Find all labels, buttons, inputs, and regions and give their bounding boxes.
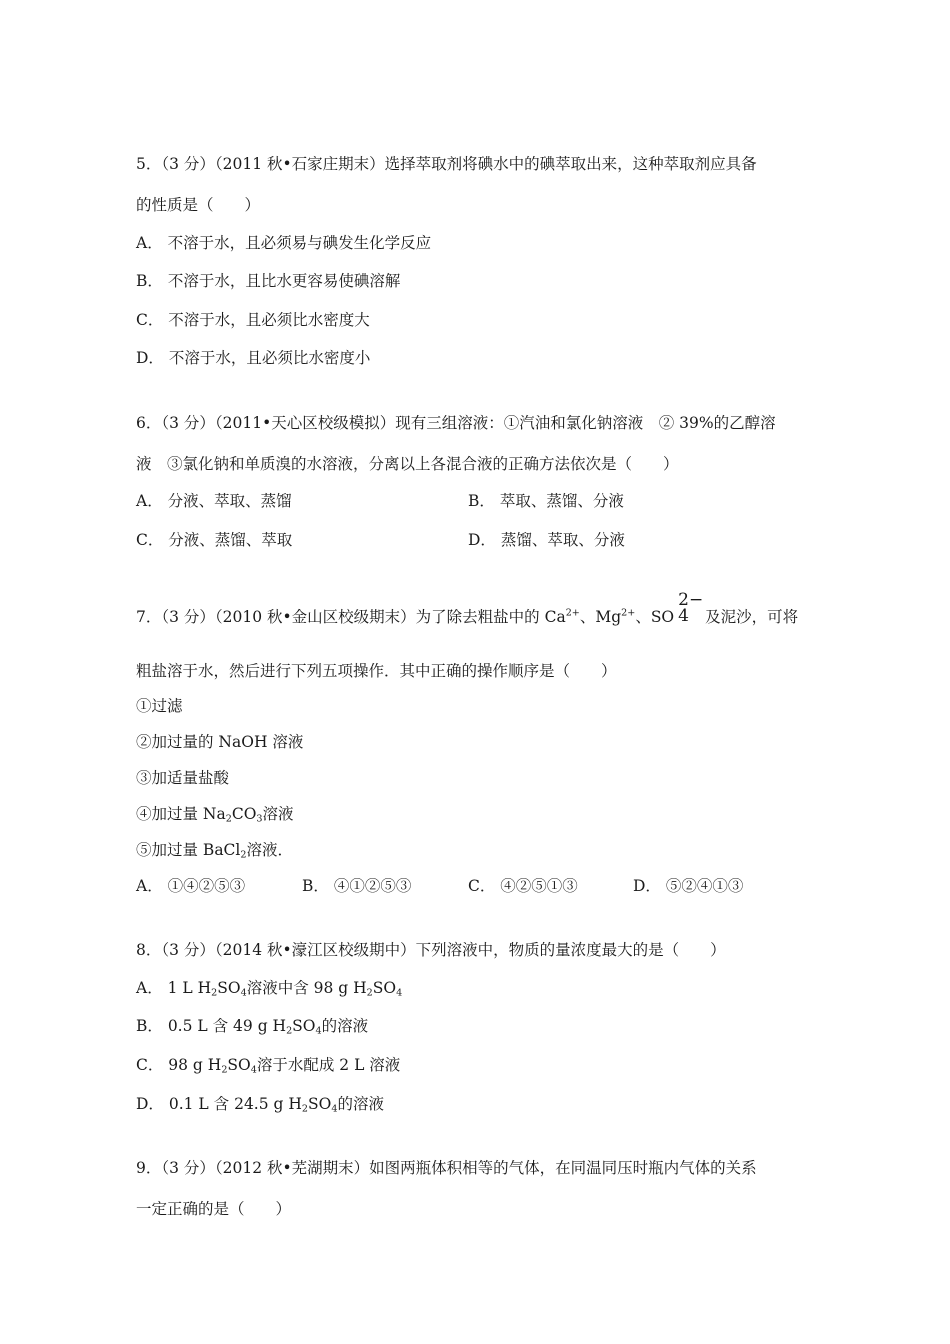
q7-option-a: A． ①④②⑤③: [136, 877, 246, 895]
q7-stem-text-end: 及泥沙，可将: [700, 608, 799, 626]
q7-stem-line1: [136, 590, 799, 627]
q8-option-d: D． 0.1 L 含 24.5 g $H_2SO_4$的溶液: [136, 1095, 384, 1115]
q7-separator-2: 、SO: [635, 608, 675, 626]
q5-option-b: B． 不溶于水，且比水更容易使碘溶解: [136, 272, 401, 290]
q5-option-a: A． 不溶于水，且必须易与碘发生化学反应: [136, 234, 432, 252]
q6-stem-line1: 6．（3 分）（2011•天心区校级模拟）现有三组溶液：①汽油和氯化钠溶液 ② 39%的乙醇溶: [136, 414, 776, 432]
sulfate-ion-notation: [674, 590, 704, 626]
q5-option-c: C． 不溶于水，且必须比水密度大: [136, 311, 370, 329]
q5-stem-line2: 的性质是（ ）: [136, 196, 261, 214]
q8-option-b: B． 0.5 L 含 49 g $H_2SO_4$的溶液: [136, 1017, 369, 1037]
q7-step-1: ①过滤: [136, 697, 183, 715]
sulfate-charge: 2−: [678, 590, 704, 610]
q6-option-d: D． 蒸馏、萃取、分液: [468, 531, 625, 549]
q5-option-d: D． 不溶于水，且必须比水密度小: [136, 349, 371, 367]
sulfate-subscript: 4: [678, 606, 689, 626]
q7-step-3: ③加适量盐酸: [136, 769, 230, 787]
mg-ion-charge: 2+: [621, 607, 636, 619]
q7-option-d: D． ⑤②④①③: [633, 877, 744, 895]
q8-stem: 8．（3 分）（2014 秋•濠江区校级期中）下列溶液中，物质的量浓度最大的是（ ）: [136, 941, 726, 959]
q7-separator-1: 、Mg: [579, 608, 622, 626]
q7-option-b: B． ④①②⑤③: [302, 877, 412, 895]
ca-ion-charge: 2+: [565, 607, 580, 619]
q7-option-c: C． ④②⑤①③: [468, 877, 578, 895]
q9-stem-line2: 一定正确的是（ ）: [136, 1200, 292, 1218]
q8-option-c: C． 98 g $H_2SO_4$溶于水配成 2 L 溶液: [136, 1056, 401, 1076]
q6-option-a: A． 分液、萃取、蒸馏: [136, 492, 292, 510]
q7-step-2: ②加过量的 NaOH 溶液: [136, 733, 304, 751]
q7-stem-text: 7．（3 分）（2010 秋•金山区校级期末）为了除去粗盐中的 Ca: [136, 608, 566, 626]
q5-stem-line1: 5．（3 分）（2011 秋•石家庄期末）选择萃取剂将碘水中的碘萃取出来，这种萃取剂应具备: [136, 155, 757, 173]
q6-stem-line2: 液 ③氯化钠和单质溴的水溶液，分离以上各混合液的正确方法依次是（ ）: [136, 455, 679, 473]
q7-step-5: ⑤加过量 BaCl$_2$溶液．: [136, 841, 294, 861]
q7-step-4: ④加过量 $Na_2CO_3$溶液: [136, 805, 294, 825]
q9-stem-line1: 9．（3 分）（2012 秋•芜湖期末）如图两瓶体积相等的气体，在同温同压时瓶内气体的关系: [136, 1159, 757, 1177]
sulfate-minus: −: [688, 590, 704, 610]
q8-option-a: A． 1 L $H_2SO_4$溶液中含 98 g $H_2SO_4$: [136, 979, 403, 999]
q7-stem-line2: 粗盐溶于水，然后进行下列五项操作．其中正确的操作顺序是（ ）: [136, 662, 617, 680]
q6-option-b: B． 萃取、蒸馏、分液: [468, 492, 624, 510]
q6-option-c: C． 分液、蒸馏、萃取: [136, 531, 293, 549]
